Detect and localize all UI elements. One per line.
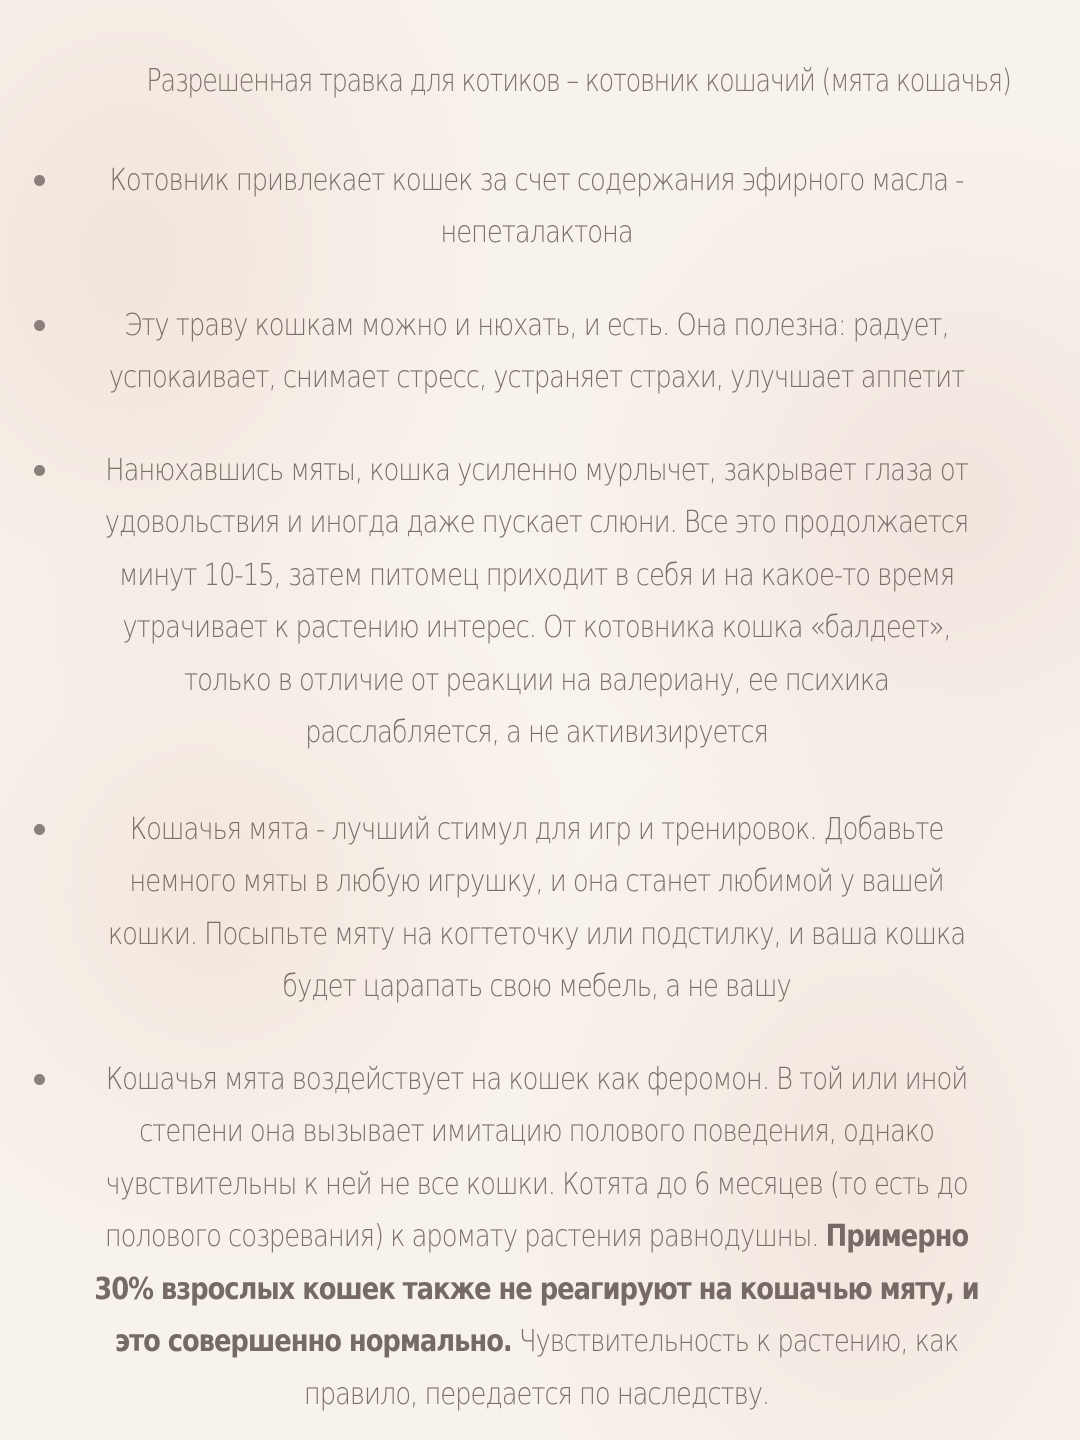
bullet-text-bold: Примерно 30% взрослых кошек также не реагируют на кошачью мяту, и это совершенно нормально.: [94, 1219, 979, 1360]
list-item: [60, 804, 1020, 1014]
bullet-dot-icon: [34, 175, 45, 186]
bullet-dot-icon: [34, 1074, 45, 1085]
list-item: [60, 445, 1020, 760]
list-item: [60, 155, 1020, 260]
bullet-text: Кошачья мята - лучший стимул для игр и тренировок. Добавьте немного мяты в любую игрушку, и она станет любимой у вашей кошки. Посыпьте мяту на когтеточку или подстилку, и ваша кошка будет царапать свою мебель, а не вашу: [107, 811, 966, 1005]
bullet-text-start: Кошачья мята воздействует на кошек как феромон. В той или иной степени она вызывает имитацию полового поведения, однако чувствительны к ней не все кошки. Котята до 6 месяцев (то есть до полового созревания) к аромату растения равнодушны.: [104, 1061, 968, 1255]
bullet-text: [88, 1054, 985, 1422]
bullet-text: Нанюхавшись мяты, кошка усиленно мурлычет, закрывает глаза от удовольствия и иногда даже пускает слюни. Все это продолжается минут 10-15, затем питомец приходит в себя и на какое-то время утрачивает к растению интерес. От котовника кошка «балдеет», только в отличие от реакции на валериану, ее психика расслабляется, а не активизируется: [104, 452, 969, 751]
list-item: [60, 300, 1020, 405]
bullet-text: Эту траву кошкам можно и нюхать, и есть. Она полезна: радует, успокаивает, снимает стресс, устраняет страхи, улучшает аппетит: [108, 307, 965, 396]
bullet-dot-icon: [34, 320, 45, 331]
bullet-text: Котовник привлекает кошек за счет содержания эфирного масла - непеталактона: [109, 162, 964, 251]
bullet-dot-icon: [34, 824, 45, 835]
list-item: [60, 1054, 1020, 1422]
bullet-list: [60, 155, 1020, 1422]
bullet-dot-icon: [34, 465, 45, 476]
page-title: Разрешенная травка для котиков – котовник кошачий (мята кошачья): [146, 63, 1011, 99]
bullet-text-end: Чувствительность к растению, как правило, передается по наследству.: [303, 1324, 959, 1412]
